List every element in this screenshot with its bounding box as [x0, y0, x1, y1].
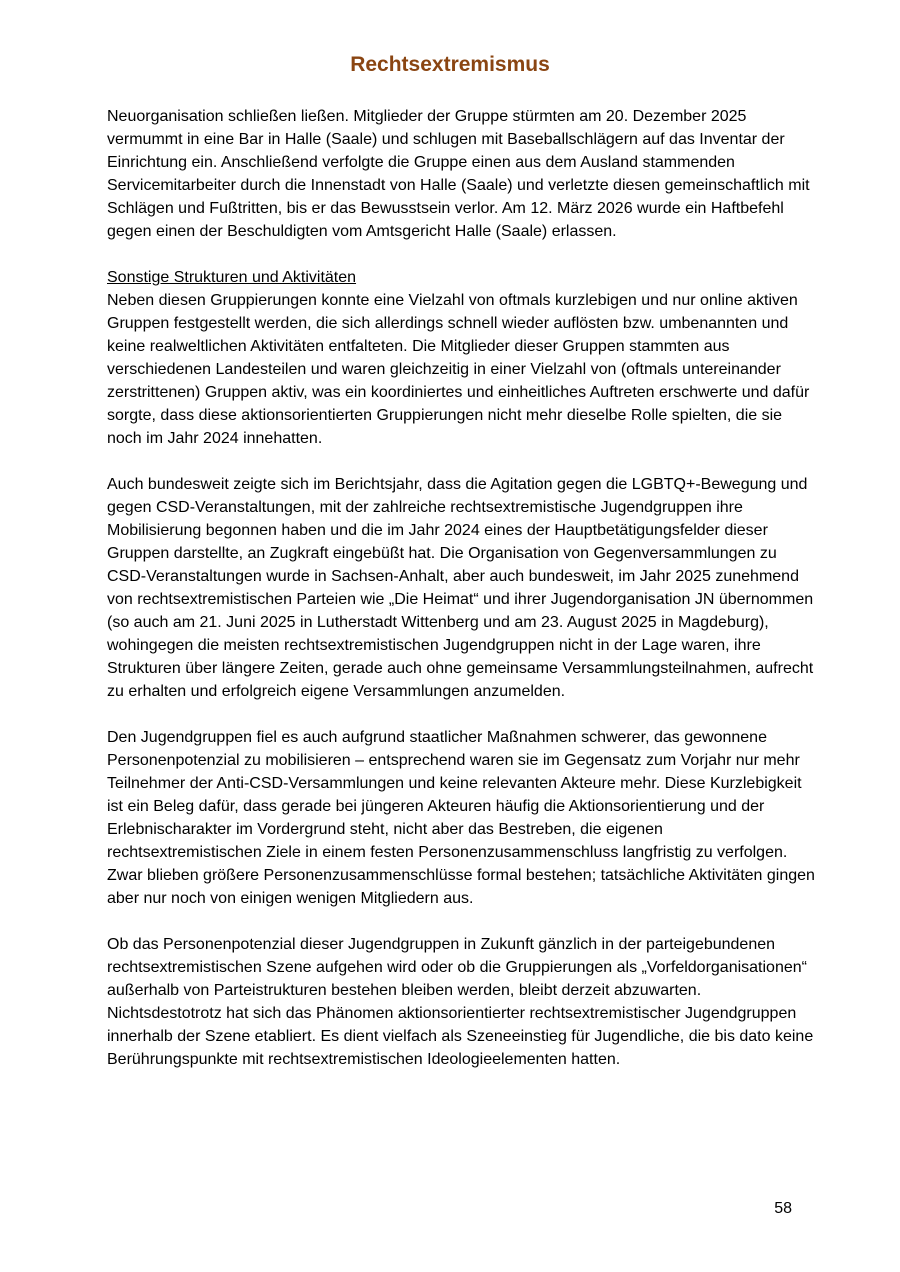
section-sonstige-strukturen [107, 266, 819, 450]
paragraph-4: Den Jugendgruppen fiel es auch aufgrund staatlicher Maßnahmen schwerer, das gewonnene Personenpotenzial zu mobilisieren – entsprechend waren sie im Gegensatz zum Vorjahr nur mehr Teilnehmer der Anti-CSD-Versammlungen und keine relevanten Akteure mehr. Diese Kurzlebigkeit ist ein Beleg dafür, dass gerade bei jüngeren Akteuren häufig die Aktionsorientierung und der Erlebnischarakter im Vordergrund steht, nicht aber das Bestreben, die eigenen rechtsextremistischen Ziele in einem festen Personenzusammenschluss langfristig zu verfolgen. Zwar blieben größere Personenzusammenschlüsse formal bestehen; tatsächliche Aktivitäten gingen aber nur noch von einigen wenigen Mitgliedern aus. [107, 729, 815, 907]
page-number: 58 [774, 1200, 792, 1217]
paragraph-1: Neuorganisation schließen ließen. Mitglieder der Gruppe stürmten am 20. Dezember 2025 vermummt in eine Bar in Halle (Saale) und schlugen mit Baseballschlägern auf das Inventar der Einrichtung ein. Anschließend verfolgte die Gruppe einen aus dem Ausland stammenden Servicemitarbeiter durch die Innenstadt von Halle (Saale) und verletzte diesen gemeinschaftlich mit Schlägen und Fußtritten, bis er das Bewusstsein verlor. Am 12. März 2026 wurde ein Haftbefehl gegen einen der Beschuldigten vom Amtsgericht Halle (Saale) erlassen. [107, 108, 810, 240]
paragraph-5: Ob das Personenpotenzial dieser Jugendgruppen in Zukunft gänzlich in der parteigebundenen rechtsextremistischen Szene aufgehen wird oder ob die Gruppierungen als „Vorfeldorganisationen“ außerhalb von Parteistrukturen bestehen bleiben werden, bleibt derzeit abzuwarten. Nichtsdestotrotz hat sich das Phänomen aktionsorientierter rechtsextremistischer Jugendgruppen innerhalb der Szene etabliert. Es dient vielfach als Szeneeinstieg für Jugendliche, die bis dato keine Berührungspunkte mit rechtsextremistischen Ideologieelementen hatten. [107, 936, 814, 1068]
paragraph-2: Neben diesen Gruppierungen konnte eine Vielzahl von oftmals kurzlebigen und nur online aktiven Gruppen festgestellt werden, die sich allerdings schnell wieder auflösten bzw. umbenannten und keine realweltlichen Aktivitäten entfalteten. Die Mitglieder dieser Gruppen stammten aus verschiedenen Landesteilen und waren gleichzeitig in einer Vielzahl von (oftmals untereinander zerstrittenen) Gruppen aktiv, was ein koordiniertes und einheitliches Auftreten erschwerte und dafür sorgte, dass diese aktionsorientierten Gruppierungen nicht mehr dieselbe Rolle spielten, die sie noch im Jahr 2024 innehatten. [107, 292, 810, 447]
page-content [107, 105, 819, 1094]
running-header: Rechtsextremismus [350, 53, 550, 76]
paragraph-3: Auch bundesweit zeigte sich im Berichtsjahr, dass die Agitation gegen die LGBTQ+-Bewegung und gegen CSD-Veranstaltungen, mit der zahlreiche rechtsextremistische Jugendgruppen ihre Mobilisierung begonnen haben und die im Jahr 2024 eines der Hauptbetätigungsfelder dieser Gruppen darstellte, an Zugkraft eingebüßt hat. Die Organisation von Gegenversammlungen zu CSD-Veranstaltungen wurde in Sachsen-Anhalt, aber auch bundesweit, im Jahr 2025 zunehmend von rechtsextremistischen Parteien wie „Die Heimat“ und ihrer Jugendorganisation JN übernommen (so auch am 21. Juni 2025 in Lutherstadt Wittenberg und am 23. August 2025 in Magdeburg), wohingegen die meisten rechtsextremistischen Jugendgruppen nicht in der Lage waren, ihre Strukturen über längere Zeiten, gerade auch ohne gemeinsame Versammlungsteilnahmen, aufrecht zu erhalten und erfolgreich eigene Versammlungen anzumelden. [107, 476, 814, 700]
section-heading: Sonstige Strukturen und Aktivitäten [107, 269, 357, 286]
